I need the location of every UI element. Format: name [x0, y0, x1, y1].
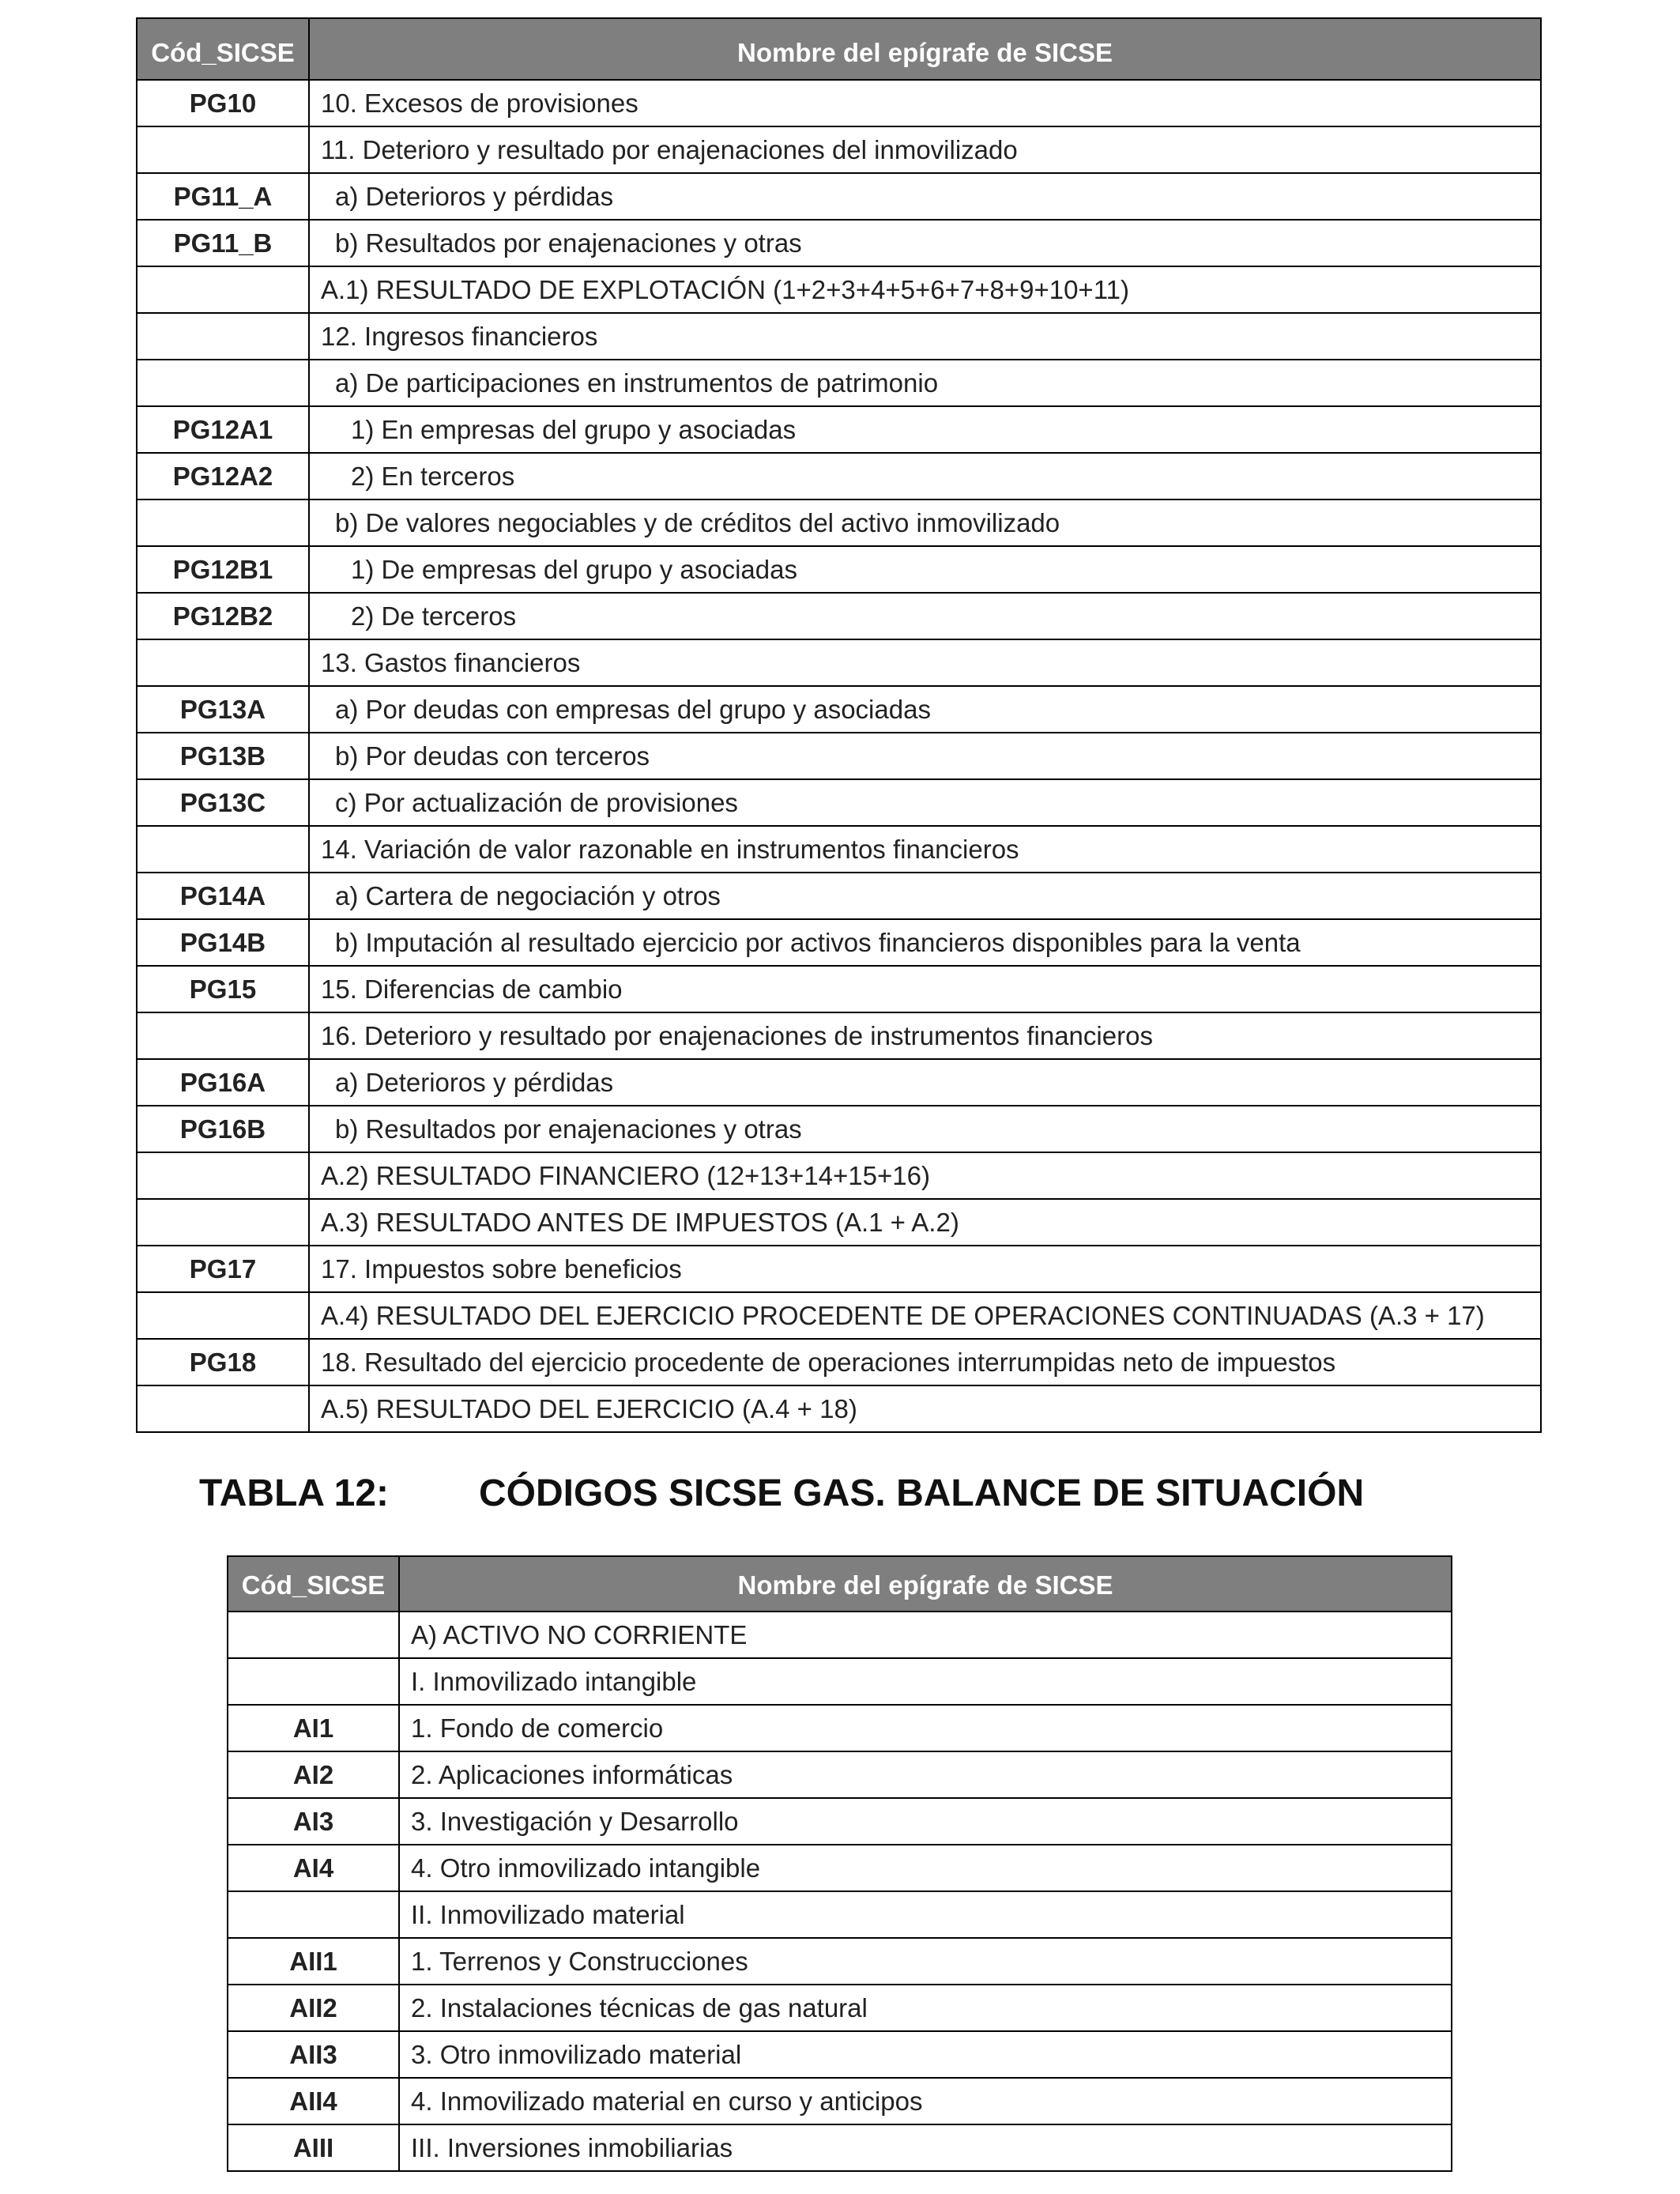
table-row — [228, 1705, 1452, 1751]
row-name: a) Deterioros y pérdidas — [335, 181, 614, 211]
row-name-cell — [309, 1339, 1541, 1385]
row-code — [228, 1891, 399, 1938]
row-name: b) De valores negociables y de créditos del activo inmovilizado — [335, 507, 1060, 537]
row-code: PG11_A — [137, 173, 309, 220]
row-name-cell — [399, 1705, 1452, 1751]
row-name-cell — [399, 2031, 1452, 2078]
row-name: b) Resultados por enajenaciones y otras — [335, 228, 802, 258]
table-row — [137, 593, 1541, 639]
row-name-cell — [309, 1385, 1541, 1432]
row-name: A.1) RESULTADO DE EXPLOTACIÓN (1+2+3+4+5+6+7+8+9+10+11) — [321, 274, 1129, 304]
table-row — [137, 1246, 1541, 1292]
row-code — [137, 360, 309, 406]
table-row — [137, 313, 1541, 360]
table-row — [137, 1339, 1541, 1385]
table-row — [137, 173, 1541, 220]
table-row — [137, 1059, 1541, 1106]
row-name-cell — [399, 1985, 1452, 2031]
row-code: PG10 — [137, 80, 309, 126]
row-name: 18. Resultado del ejercicio procedente de operaciones interrumpidas neto de impuestos — [321, 1347, 1336, 1377]
row-name-cell — [309, 733, 1541, 779]
table-row — [137, 1106, 1541, 1152]
table-row — [137, 919, 1541, 966]
row-name-cell — [309, 1059, 1541, 1106]
row-name: c) Por actualización de provisiones — [335, 787, 738, 817]
row-name-cell — [309, 1199, 1541, 1246]
row-code: PG13C — [137, 779, 309, 826]
row-name: a) Deterioros y pérdidas — [335, 1067, 614, 1097]
row-name-cell — [309, 546, 1541, 593]
row-name-cell — [399, 2124, 1452, 2171]
row-code: AII4 — [228, 2078, 399, 2124]
row-name: 17. Impuestos sobre beneficios — [321, 1253, 682, 1284]
table-row — [137, 406, 1541, 453]
row-code — [137, 126, 309, 173]
row-name-cell — [309, 966, 1541, 1012]
row-name: 1) En empresas del grupo y asociadas — [351, 414, 797, 444]
row-code: AI2 — [228, 1751, 399, 1798]
row-code — [228, 1612, 399, 1658]
row-code — [137, 1152, 309, 1199]
row-name: b) Imputación al resultado ejercicio por activos financieros disponibles para la venta — [335, 927, 1301, 957]
balance-codes-table — [227, 1555, 1452, 2172]
row-name: 15. Diferencias de cambio — [321, 974, 623, 1004]
row-name: A.3) RESULTADO ANTES DE IMPUESTOS (A.1 + A.2) — [321, 1207, 959, 1237]
row-code: AII1 — [228, 1938, 399, 1985]
table-row — [228, 1798, 1452, 1845]
row-name: 2. Instalaciones técnicas de gas natural — [411, 1992, 868, 2022]
row-name-cell — [309, 220, 1541, 266]
row-code: PG15 — [137, 966, 309, 1012]
row-name-cell — [309, 360, 1541, 406]
row-code — [137, 639, 309, 686]
row-name: 1. Fondo de comercio — [411, 1713, 664, 1743]
row-code: PG18 — [137, 1339, 309, 1385]
row-name: 3. Otro inmovilizado material — [411, 2039, 742, 2069]
row-name-cell — [309, 406, 1541, 453]
table-row — [137, 686, 1541, 733]
row-code: AI4 — [228, 1845, 399, 1891]
row-name-cell — [309, 779, 1541, 826]
row-code — [137, 1385, 309, 1432]
row-name: 2) En terceros — [351, 461, 515, 491]
row-name: A.2) RESULTADO FINANCIERO (12+13+14+15+16) — [321, 1160, 930, 1190]
row-code — [137, 266, 309, 313]
table-row — [228, 2031, 1452, 2078]
row-name-cell — [309, 1246, 1541, 1292]
row-name: I. Inmovilizado intangible — [411, 1666, 697, 1696]
row-code — [137, 826, 309, 873]
row-code: PG13B — [137, 733, 309, 779]
row-name: 14. Variación de valor razonable en instrumentos financieros — [321, 834, 1019, 864]
table-row — [137, 266, 1541, 313]
row-name: 4. Inmovilizado material en curso y anticipos — [411, 2086, 923, 2116]
row-code: PG13A — [137, 686, 309, 733]
row-code: PG16B — [137, 1106, 309, 1152]
table-row — [228, 1891, 1452, 1938]
table-row — [137, 546, 1541, 593]
row-code: PG12B2 — [137, 593, 309, 639]
row-name: 2. Aplicaciones informáticas — [411, 1759, 733, 1789]
table-row — [137, 1012, 1541, 1059]
row-name-cell — [309, 593, 1541, 639]
row-name-cell — [309, 1106, 1541, 1152]
column-header-name: Nombre del epígrafe de SICSE — [399, 1556, 1452, 1612]
table-row — [137, 779, 1541, 826]
row-name: 13. Gastos financieros — [321, 647, 581, 677]
row-name-cell — [309, 126, 1541, 173]
table-row — [228, 1612, 1452, 1658]
table-title: CÓDIGOS SICSE GAS. BALANCE DE SITUACIÓN — [479, 1472, 1365, 1514]
row-code: PG14B — [137, 919, 309, 966]
table-row — [137, 826, 1541, 873]
row-name: 1. Terrenos y Construcciones — [411, 1946, 748, 1976]
row-name-cell — [309, 173, 1541, 220]
row-code: PG12A2 — [137, 453, 309, 499]
row-name: III. Inversiones inmobiliarias — [411, 2132, 733, 2162]
row-code — [137, 499, 309, 546]
row-name: II. Inmovilizado material — [411, 1899, 685, 1929]
table-row — [228, 2078, 1452, 2124]
row-name-cell — [399, 1938, 1452, 1985]
table-row — [137, 80, 1541, 126]
row-name-cell — [309, 826, 1541, 873]
column-header-code: Cód_SICSE — [137, 18, 309, 80]
row-name: 2) De terceros — [351, 601, 517, 631]
row-name: 16. Deterioro y resultado por enajenaciones de instrumentos financieros — [321, 1020, 1153, 1050]
row-name-cell — [309, 1292, 1541, 1339]
row-name-cell — [309, 313, 1541, 360]
row-name: b) Por deudas con terceros — [335, 741, 650, 771]
table-row — [137, 453, 1541, 499]
row-name-cell — [309, 639, 1541, 686]
table-header-row — [137, 18, 1541, 80]
row-name: 11. Deterioro y resultado por enajenaciones del inmovilizado — [321, 134, 1018, 164]
row-name-cell — [399, 1751, 1452, 1798]
table-row — [228, 1751, 1452, 1798]
row-code: AI1 — [228, 1705, 399, 1751]
table-row — [228, 2124, 1452, 2171]
row-name-cell — [309, 1012, 1541, 1059]
row-name: 12. Ingresos financieros — [321, 321, 598, 351]
row-code: PG16A — [137, 1059, 309, 1106]
table-header-row — [228, 1556, 1452, 1612]
row-name: 1) De empresas del grupo y asociadas — [351, 554, 797, 584]
row-name-cell — [399, 2078, 1452, 2124]
row-code: PG11_B — [137, 220, 309, 266]
table-row — [228, 1938, 1452, 1985]
row-name-cell — [309, 686, 1541, 733]
row-name: 10. Excesos de provisiones — [321, 88, 638, 118]
table-row — [137, 126, 1541, 173]
row-code — [137, 1012, 309, 1059]
table-number-label: TABLA 12: — [199, 1472, 389, 1514]
row-name: b) Resultados por enajenaciones y otras — [335, 1114, 802, 1144]
column-header-code: Cód_SICSE — [228, 1556, 399, 1612]
row-name: a) Por deudas con empresas del grupo y asociadas — [335, 694, 931, 724]
row-name: 4. Otro inmovilizado intangible — [411, 1853, 761, 1883]
table-row — [137, 360, 1541, 406]
row-code: PG14A — [137, 873, 309, 919]
table-body — [137, 80, 1541, 1432]
row-code: PG12A1 — [137, 406, 309, 453]
table-row — [228, 1985, 1452, 2031]
row-name-cell — [309, 499, 1541, 546]
table-row — [137, 499, 1541, 546]
column-header-name: Nombre del epígrafe de SICSE — [309, 18, 1541, 80]
table-row — [137, 1292, 1541, 1339]
row-code: PG12B1 — [137, 546, 309, 593]
row-code — [228, 1658, 399, 1705]
table-row — [137, 1385, 1541, 1432]
row-name-cell — [399, 1891, 1452, 1938]
row-code: AIII — [228, 2124, 399, 2171]
row-name-cell — [399, 1658, 1452, 1705]
row-name-cell — [309, 1152, 1541, 1199]
row-code — [137, 1292, 309, 1339]
table-row — [137, 220, 1541, 266]
row-name: a) De participaciones en instrumentos de patrimonio — [335, 368, 939, 398]
row-name-cell — [399, 1798, 1452, 1845]
table-row — [137, 1199, 1541, 1246]
row-name-cell — [309, 453, 1541, 499]
pyg-codes-table — [136, 17, 1542, 1433]
row-code: AI3 — [228, 1798, 399, 1845]
row-name: A.4) RESULTADO DEL EJERCICIO PROCEDENTE DE OPERACIONES CONTINUADAS (A.3 + 17) — [321, 1300, 1485, 1330]
row-name-cell — [309, 919, 1541, 966]
row-code — [137, 1199, 309, 1246]
table-row — [137, 733, 1541, 779]
row-name: a) Cartera de negociación y otros — [335, 880, 721, 910]
row-name-cell — [399, 1612, 1452, 1658]
row-name-cell — [399, 1845, 1452, 1891]
table-body — [228, 1612, 1452, 2171]
row-code — [137, 313, 309, 360]
row-name-cell — [309, 873, 1541, 919]
row-code: AII2 — [228, 1985, 399, 2031]
row-name: A) ACTIVO NO CORRIENTE — [411, 1619, 748, 1649]
table-row — [137, 873, 1541, 919]
row-code: AII3 — [228, 2031, 399, 2078]
row-name: 3. Investigación y Desarrollo — [411, 1806, 739, 1836]
row-name-cell — [309, 266, 1541, 313]
row-name: A.5) RESULTADO DEL EJERCICIO (A.4 + 18) — [321, 1393, 857, 1423]
table-row — [228, 1845, 1452, 1891]
table-row — [137, 639, 1541, 686]
table-row — [228, 1658, 1452, 1705]
row-code: PG17 — [137, 1246, 309, 1292]
table-row — [137, 1152, 1541, 1199]
row-name-cell — [309, 80, 1541, 126]
table-row — [137, 966, 1541, 1012]
